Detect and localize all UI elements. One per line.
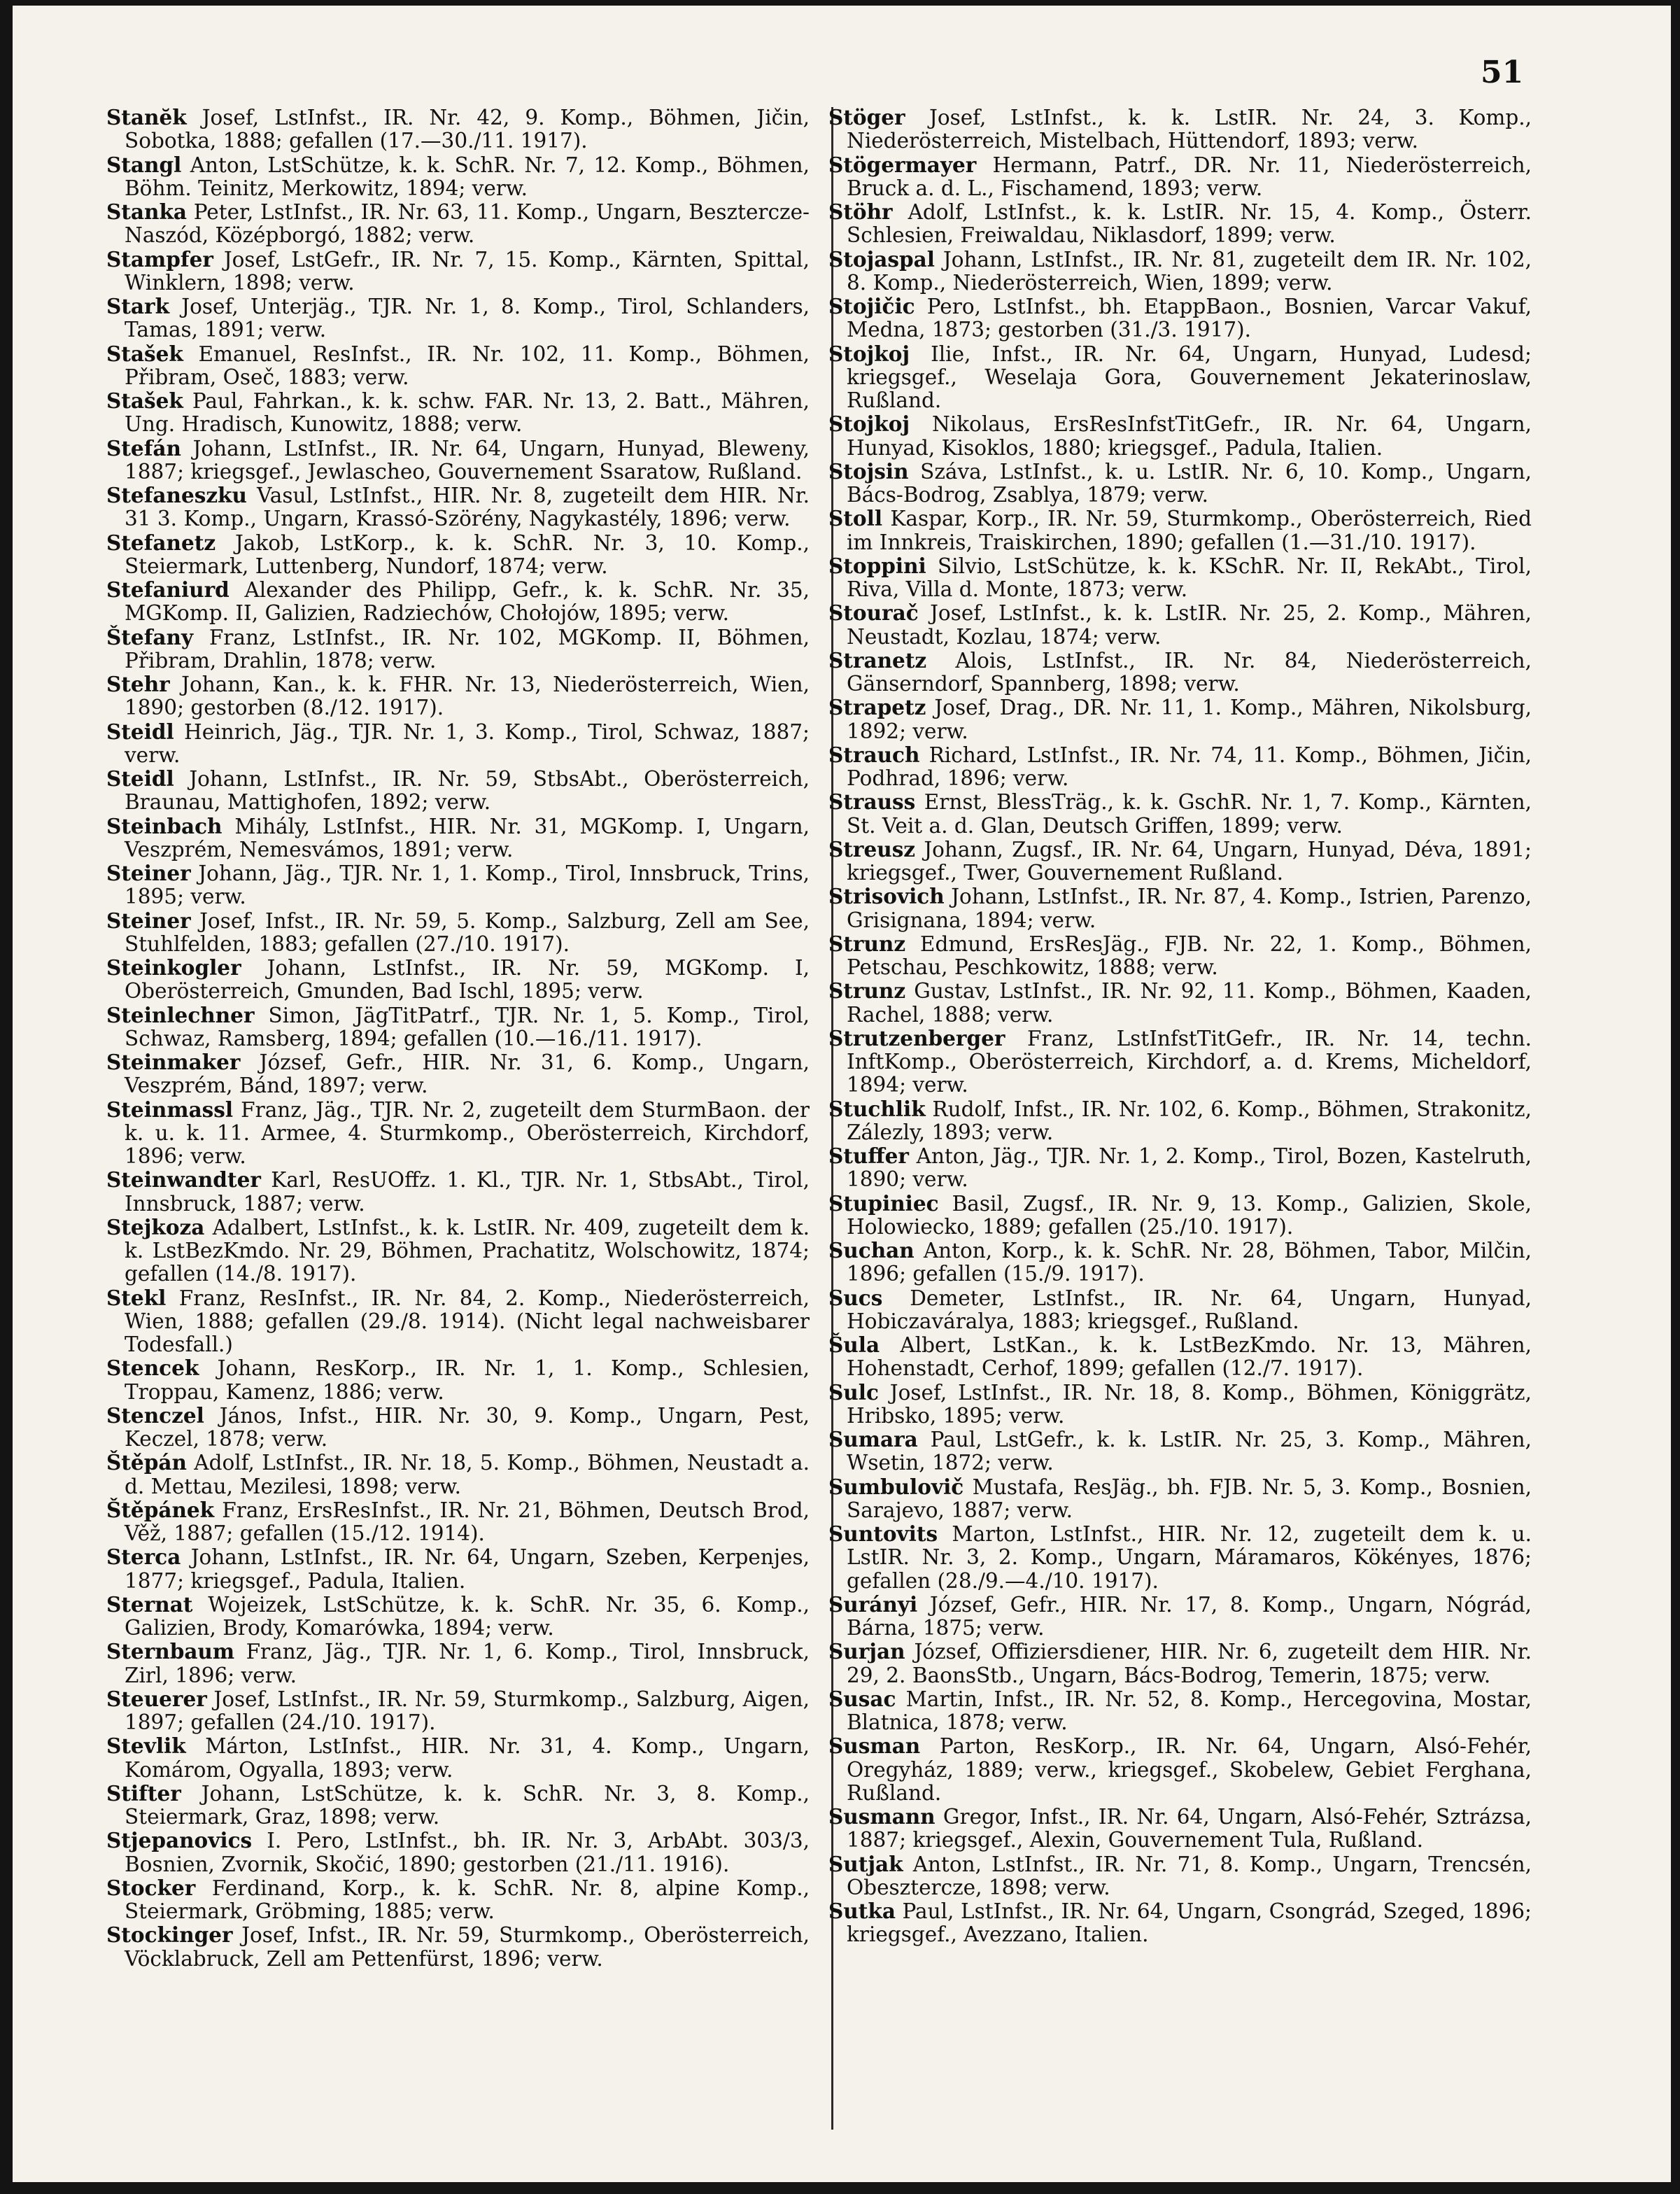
register-entry	[106, 106, 810, 153]
entry-surname: Sulc	[828, 1379, 879, 1405]
entry-details: Gregor, Infst., IR. Nr. 64, Ungarn, Alsó-Fehér, Sztrázsa, 1887; kriegsgef., Alexin, Gouvernement Tula, Rußland.	[847, 1805, 1532, 1852]
entry-details: Rudolf, Infst., IR. Nr. 102, 6. Komp., Böhmen, Strakonitz, Zálezly, 1893; verw.	[847, 1097, 1532, 1144]
register-entry	[106, 342, 810, 390]
register-entry	[828, 838, 1532, 885]
entry-surname: Stangl	[106, 152, 182, 177]
entry-details: János, Infst., HIR. Nr. 30, 9. Komp., Ungarn, Pest, Keczel, 1878; verw.	[125, 1403, 810, 1451]
entry-details: Johann, LstInfst., IR. Nr. 87, 4. Komp., Istrien, Parenzo, Grisignana, 1894; verw.	[847, 885, 1532, 932]
entry-details: Karl, ResUOffz. 1. Kl., TJR. Nr. 1, StbsAbt., Tirol, Innsbruck, 1887; verw.	[125, 1168, 810, 1216]
entry-details: Adolf, LstInfst., k. k. LstIR. Nr. 15, 4. Komp., Österr. Schlesien, Freiwaldau, Niklasdorf, 1899; verw.	[847, 200, 1532, 248]
register-entry	[106, 1168, 810, 1216]
register-entry	[828, 1687, 1532, 1735]
entry-details: Albert, LstKan., k. k. LstBezKmdo. Nr. 13, Mähren, Hohenstadt, Cerhof, 1899; gefallen (12./7. 1917).	[847, 1333, 1532, 1381]
entry-details: Johann, Kan., k. k. FHR. Nr. 13, Niederösterreich, Wien, 1890; gestorben (8./12. 1917).	[125, 673, 810, 720]
register-entry	[106, 1098, 810, 1169]
entry-details: Anton, Korp., k. k. SchR. Nr. 28, Böhmen, Tabor, Milčin, 1896; gefallen (15./9. 1917).	[847, 1239, 1532, 1286]
entry-surname: Stašek	[106, 341, 183, 366]
register-entry	[106, 389, 810, 437]
entry-details: Johann, Jäg., TJR. Nr. 1, 1. Komp., Tirol, Innsbruck, Trins, 1895; verw.	[125, 862, 810, 909]
register-entry	[106, 720, 810, 768]
entry-details: Vasul, LstInfst., HIR. Nr. 8, zugeteilt dem HIR. Nr. 31 3. Komp., Ungarn, Krassó-Szörény, Nagykastély, 1896; verw.	[125, 484, 810, 531]
entry-details: Franz, LstInfstTitGefr., IR. Nr. 14, techn. InftKomp., Oberösterreich, Kirchdorf, a. d. Krems, Micheldorf, 1894; verw.	[847, 1026, 1532, 1097]
entry-details: Anton, LstInfst., IR. Nr. 71, 8. Komp., Ungarn, Trencsén, Obesztercze, 1898; verw.	[847, 1852, 1532, 1899]
entry-details: Paul, LstInfst., IR. Nr. 64, Ungarn, Csongrád, Szeged, 1896; kriegsgef., Avezzano, Italien.	[847, 1899, 1532, 1947]
entry-surname: Steidl	[106, 719, 174, 744]
register-entry	[106, 200, 810, 248]
entry-details: Demeter, LstInfst., IR. Nr. 64, Ungarn, Hunyad, Hobiczaváralya, 1883; kriegsgef., Rußland.	[847, 1286, 1532, 1333]
entry-surname: Steinlechner	[106, 1002, 255, 1027]
register-entry	[106, 1593, 810, 1640]
entry-details: Franz, LstInfst., IR. Nr. 102, MGKomp. II, Böhmen, Přibram, Drahlin, 1878; verw.	[125, 625, 810, 673]
register-entry	[106, 578, 810, 626]
register-entry	[106, 767, 810, 815]
entry-details: Ernst, BlessTräg., k. k. GschR. Nr. 1, 7. Komp., Kärnten, St. Veit a. d. Glan, Deutsch Griffen, 1899; verw.	[847, 790, 1532, 838]
entry-details: Marton, LstInfst., HIR. Nr. 12, zugeteilt dem k. u. LstIR. Nr. 3, 2. Komp., Ungarn, Máramaros, Kökényes, 1876; gefallen (28./9.—4./10. 1917).	[847, 1522, 1532, 1593]
register-entry	[106, 1004, 810, 1051]
entry-surname: Streusz	[828, 836, 916, 862]
entry-surname: Strauss	[828, 789, 916, 815]
register-entry	[106, 862, 810, 909]
right-column	[828, 106, 1532, 1947]
register-entry	[828, 1097, 1532, 1145]
entry-surname: Steiner	[106, 861, 191, 885]
register-entry	[828, 1286, 1532, 1334]
entry-details: Johann, ResKorp., IR. Nr. 1, 1. Komp., Schlesien, Troppau, Kamenz, 1886; verw.	[125, 1356, 810, 1404]
register-entry	[106, 531, 810, 579]
entry-details: Kaspar, Korp., IR. Nr. 59, Sturmkomp., Oberösterreich, Ried im Innkreis, Traiskirchen, 1890; gefallen (1.—31./10. 1917).	[847, 507, 1532, 554]
entry-details: József, Gefr., HIR. Nr. 17, 8. Komp., Ungarn, Nógrád, Bárna, 1875; verw.	[847, 1592, 1532, 1640]
entry-surname: Sternat	[106, 1591, 193, 1617]
entry-details: Nikolaus, ErsResInfstTitGefr., IR. Nr. 64, Ungarn, Hunyad, Kisoklos, 1880; kriegsgef., Padula, Italien.	[847, 412, 1532, 460]
entry-surname: Stöhr	[828, 199, 893, 224]
entry-details: Josef, Infst., IR. Nr. 59, Sturmkomp., Oberösterreich, Vöcklabruck, Zell am Pettenfürst, 1896; verw.	[125, 1923, 810, 1971]
document-page	[13, 6, 1671, 2182]
entry-surname: Strunz	[828, 978, 906, 1004]
entry-details: Heinrich, Jäg., TJR. Nr. 1, 3. Komp., Tirol, Schwaz, 1887; verw.	[125, 719, 810, 767]
entry-surname: Stocker	[106, 1875, 196, 1900]
register-entry	[828, 1593, 1532, 1640]
entry-surname: Stjepanovics	[106, 1828, 253, 1853]
register-entry	[106, 1640, 810, 1687]
entry-details: Paul, Fahrkan., k. k. schw. FAR. Nr. 13, 2. Batt., Mähren, Ung. Hradisch, Kunowitz, 1888; verw.	[125, 389, 810, 437]
entry-details: Anton, Jäg., TJR. Nr. 1, 2. Komp., Tirol, Bozen, Kastelruth, 1890; verw.	[847, 1144, 1532, 1192]
register-entry	[828, 1805, 1532, 1852]
entry-surname: Stoll	[828, 506, 883, 531]
register-entry	[828, 1239, 1532, 1286]
entry-surname: Steinwandter	[106, 1167, 261, 1193]
entry-surname: Sumara	[828, 1427, 918, 1451]
entry-details: Johann, LstInfst., IR. Nr. 59, MGKomp. I, Oberösterreich, Gmunden, Bad Ischl, 1895; verw.	[125, 956, 810, 1004]
entry-surname: Stehr	[106, 672, 170, 696]
entry-surname: Stejkoza	[106, 1214, 205, 1239]
register-entry	[828, 601, 1532, 649]
entry-surname: Steinmaker	[106, 1050, 241, 1074]
entry-surname: Stark	[106, 294, 170, 318]
entry-surname: Steinbach	[106, 813, 223, 838]
entry-details: Josef, LstInfst., k. k. LstIR. Nr. 25, 2. Komp., Mähren, Neustadt, Kozlau, 1874; verw.	[847, 601, 1532, 649]
entry-surname: Suntovits	[828, 1521, 938, 1546]
entry-surname: Stojaspal	[828, 246, 935, 272]
entry-details: Josef, LstGefr., IR. Nr. 7, 15. Komp., Kärnten, Spittal, Winklern, 1898; verw.	[125, 247, 810, 295]
register-entry	[106, 1687, 810, 1735]
register-entry	[828, 1428, 1532, 1475]
entry-details: Pero, LstInfst., bh. EtappBaon., Bosnien, Varcar Vakuf, Medna, 1873; gestorben (31./3. 1917).	[847, 295, 1532, 342]
entry-details: József, Gefr., HIR. Nr. 31, 6. Komp., Ungarn, Veszprém, Bánd, 1897; verw.	[125, 1050, 810, 1098]
entry-details: Martin, Infst., IR. Nr. 52, 8. Komp., Hercegovina, Mostar, Blatnica, 1878; verw.	[847, 1687, 1532, 1734]
entry-surname: Strunz	[828, 931, 906, 956]
entry-details: Johann, LstInfst., IR. Nr. 81, zugeteilt dem IR. Nr. 102, 8. Komp., Niederösterreich, Wien, 1899; verw.	[847, 247, 1532, 295]
register-entry	[828, 743, 1532, 791]
page-number: 51	[1481, 55, 1524, 90]
entry-details: Josef, Infst., IR. Nr. 59, 5. Komp., Salzburg, Zell am See, Stuhlfelden, 1883; gefallen (27./10. 1917).	[125, 908, 810, 956]
entry-surname: Stampfer	[106, 246, 213, 272]
register-entry	[106, 248, 810, 295]
entry-surname: Strisovich	[828, 884, 945, 909]
entry-surname: Stranetz	[828, 647, 927, 673]
entry-surname: Strapetz	[828, 695, 926, 720]
entry-details: Josef, LstInfst., IR. Nr. 59, Sturmkomp., Salzburg, Aigen, 1897; gefallen (24./10. 1917).	[125, 1687, 810, 1734]
register-entry	[828, 979, 1532, 1027]
register-entry	[828, 932, 1532, 980]
register-entry	[106, 1498, 810, 1546]
entry-surname: Sutka	[828, 1899, 896, 1923]
entry-details: Ferdinand, Korp., k. k. SchR. Nr. 8, alpine Komp., Steiermark, Gröbming, 1885; verw.	[125, 1876, 810, 1923]
register-entry	[828, 1640, 1532, 1687]
register-entry	[828, 1475, 1532, 1523]
entry-surname: Sutjak	[828, 1851, 903, 1876]
register-entry	[828, 295, 1532, 342]
entry-details: Emanuel, ResInfst., IR. Nr. 102, 11. Komp., Böhmen, Přibram, Oseč, 1883; verw.	[125, 342, 810, 389]
register-entry	[828, 1522, 1532, 1593]
entry-surname: Stanĕk	[106, 105, 187, 129]
register-entry	[106, 1782, 810, 1829]
entry-details: Franz, Jäg., TJR. Nr. 2, zugeteilt dem SturmBaon. der k. u. k. 11. Armee, 4. Sturmkomp., Oberösterreich, Kirchdorf, 1896; verw.	[125, 1097, 810, 1168]
register-entry	[106, 1876, 810, 1924]
entry-surname: Stuchlik	[828, 1096, 926, 1121]
register-entry	[828, 790, 1532, 838]
entry-surname: Štěpánek	[106, 1497, 215, 1522]
register-entry	[106, 673, 810, 720]
register-entry	[106, 1216, 810, 1286]
register-entry	[106, 909, 810, 957]
entry-surname: Steinmassl	[106, 1097, 234, 1122]
entry-surname: Stojsin	[828, 458, 909, 484]
entry-surname: Stockinger	[106, 1922, 233, 1948]
entry-surname: Stenczel	[106, 1402, 204, 1428]
entry-details: Basil, Zugsf., IR. Nr. 9, 13. Komp., Galizien, Skole, Holowiecko, 1889; gefallen (25./10. 1917).	[847, 1191, 1532, 1239]
entry-details: I. Pero, LstInfst., bh. IR. Nr. 3, ArbAbt. 303/3, Bosnien, Zvornik, Skočić, 1890; gestorben (21./11. 1916).	[125, 1829, 810, 1876]
entry-surname: Steuerer	[106, 1686, 207, 1711]
entry-surname: Sucs	[828, 1285, 883, 1310]
register-entry	[106, 1050, 810, 1098]
entry-surname: Stoppini	[828, 553, 926, 578]
register-entry	[828, 1899, 1532, 1947]
entry-surname: Surjan	[828, 1639, 905, 1664]
entry-details: Adolf, LstInfst., IR. Nr. 18, 5. Komp., Böhmen, Neustadt a. d. Mettau, Mezilesi, 1898; verw.	[125, 1451, 810, 1498]
entry-surname: Stencek	[106, 1356, 199, 1381]
register-entry	[828, 1333, 1532, 1381]
entry-details: Száva, LstInfst., k. u. LstIR. Nr. 6, 10. Komp., Ungarn, Bács-Bodrog, Zsablya, 1879; verw.	[847, 459, 1532, 507]
entry-surname: Stöger	[828, 105, 905, 129]
entry-details: Adalbert, LstInfst., k. k. LstIR. Nr. 409, zugeteilt dem k. k. LstBezKmdo. Nr. 29, Böhmen, Prachatitz, Wolschowitz, 1874; gefallen (14./8. 1917).	[125, 1215, 810, 1286]
entry-details: Richard, LstInfst., IR. Nr. 74, 11. Komp., Böhmen, Jičin, Podhrad, 1896; verw.	[847, 743, 1532, 790]
entry-details: Josef, Drag., DR. Nr. 11, 1. Komp., Mähren, Nikolsburg, 1892; verw.	[847, 696, 1532, 743]
entry-surname: Steinkogler	[106, 955, 241, 980]
register-entry	[106, 1545, 810, 1593]
entry-surname: Stojkoj	[828, 341, 910, 366]
entry-details: Johann, LstSchütze, k. k. SchR. Nr. 3, 8. Komp., Steiermark, Graz, 1898; verw.	[125, 1781, 810, 1829]
register-entry	[828, 106, 1532, 153]
entry-details: Paul, LstGefr., k. k. LstIR. Nr. 25, 3. Komp., Mähren, Wsetin, 1872; verw.	[847, 1428, 1532, 1475]
register-entry	[106, 1923, 810, 1971]
register-entry	[106, 1451, 810, 1498]
register-entry	[828, 507, 1532, 554]
register-entry	[828, 248, 1532, 295]
register-entry	[828, 460, 1532, 507]
register-entry	[828, 554, 1532, 602]
entry-surname: Stourač	[828, 600, 919, 626]
entry-details: Simon, JägTitPatrf., TJR. Nr. 1, 5. Komp., Tirol, Schwaz, Ramsberg, 1894; gefallen (10.—16./11. 1917).	[125, 1003, 810, 1050]
entry-surname: Susman	[828, 1734, 921, 1759]
register-entry	[828, 153, 1532, 201]
register-entry	[828, 1381, 1532, 1428]
register-entry	[106, 153, 810, 201]
entry-surname: Strutzenberger	[828, 1025, 1005, 1050]
entry-surname: Suchan	[828, 1238, 915, 1263]
register-entry	[828, 1144, 1532, 1192]
register-entry	[828, 1734, 1532, 1805]
entry-surname: Steidl	[106, 766, 174, 791]
entry-surname: Stojkoj	[828, 412, 910, 437]
entry-details: Franz, ErsResInfst., IR. Nr. 21, Böhmen, Deutsch Brod, Věž, 1887; gefallen (15./12. 1914).	[125, 1498, 810, 1545]
register-entry	[828, 649, 1532, 696]
entry-details: Alois, LstInfst., IR. Nr. 84, Niederösterreich, Gänserndorf, Spannberg, 1898; verw.	[847, 648, 1532, 696]
entry-details: Johann, LstInfst., IR. Nr. 64, Ungarn, Hunyad, Bleweny, 1887; kriegsgef., Jewlascheo, Gouvernement Ssaratow, Rußland.	[125, 436, 810, 484]
register-entry	[106, 1286, 810, 1357]
register-entry	[106, 815, 810, 862]
entry-surname: Surányi	[828, 1591, 918, 1617]
entry-details: Wojeizek, LstSchütze, k. k. SchR. Nr. 35, 6. Komp., Galizien, Brody, Komarówka, 1894; verw.	[125, 1592, 810, 1640]
register-entry	[828, 1852, 1532, 1900]
entry-surname: Stupiniec	[828, 1190, 939, 1216]
entry-surname: Steiner	[106, 908, 191, 933]
entry-details: József, Offiziersdiener, HIR. Nr. 6, zugeteilt dem HIR. Nr. 29, 2. BaonsStb., Ungarn, Bács-Bodrog, Temerin, 1875; verw.	[847, 1640, 1532, 1687]
register-entry	[106, 1404, 810, 1451]
entry-details: Alexander des Philipp, Gefr., k. k. SchR. Nr. 35, MGKomp. II, Galizien, Radziechów, Chołojów, 1895; verw.	[125, 578, 810, 626]
entry-details: Ilie, Infst., IR. Nr. 64, Ungarn, Hunyad, Ludesd; kriegsgef., Weselaja Gora, Gouvernement Jekaterinoslaw, Rußland.	[847, 342, 1532, 412]
register-entry	[828, 885, 1532, 932]
entry-details: Johann, LstInfst., IR. Nr. 64, Ungarn, Szeben, Kerpenjes, 1877; kriegsgef., Padula, Italien.	[125, 1545, 810, 1593]
entry-surname: Štěpán	[106, 1450, 187, 1475]
entry-surname: Stefaneszku	[106, 483, 247, 507]
entry-details: Peter, LstInfst., IR. Nr. 63, 11. Komp., Ungarn, Besztercze-Naszód, Középborgó, 1882; verw.	[125, 200, 810, 248]
register-entry	[106, 956, 810, 1004]
entry-surname: Susac	[828, 1686, 896, 1711]
register-entry	[828, 1192, 1532, 1239]
register-entry	[106, 437, 810, 484]
entry-surname: Stojičic	[828, 294, 915, 318]
entry-details: Josef, LstInfst., IR. Nr. 18, 8. Komp., Böhmen, Königgrätz, Hribsko, 1895; verw.	[847, 1380, 1532, 1428]
left-column	[106, 106, 810, 1971]
entry-surname: Stevlik	[106, 1734, 186, 1759]
entry-details: Gustav, LstInfst., IR. Nr. 92, 11. Komp., Böhmen, Kaaden, Rachel, 1888; verw.	[847, 979, 1532, 1027]
register-entry	[828, 696, 1532, 743]
entry-surname: Sumbulovič	[828, 1474, 964, 1499]
entry-surname: Stefaniurd	[106, 577, 230, 602]
entry-surname: Stefán	[106, 435, 181, 460]
register-entry	[828, 412, 1532, 460]
register-entry	[106, 1734, 810, 1782]
register-entry	[828, 1027, 1532, 1097]
register-entry	[106, 1356, 810, 1404]
entry-surname: Stanka	[106, 199, 188, 224]
entry-surname: Stašek	[106, 388, 183, 413]
entry-details: Franz, ResInfst., IR. Nr. 84, 2. Komp., Niederösterreich, Wien, 1888; gefallen (29./8. 1914). (Nicht legal nachweisbarer Todesfall.)	[125, 1286, 810, 1356]
entry-details: Edmund, ErsResJäg., FJB. Nr. 22, 1. Komp., Böhmen, Petschau, Peschkowitz, 1888; verw.	[847, 931, 1532, 979]
entry-surname: Sternbaum	[106, 1639, 235, 1664]
entry-details: Anton, LstSchütze, k. k. SchR. Nr. 7, 12. Komp., Böhmen, Böhm. Teinitz, Merkowitz, 1894; verw.	[125, 153, 810, 200]
entry-details: Johann, Zugsf., IR. Nr. 64, Ungarn, Hunyad, Déva, 1891; kriegsgef., Twer, Gouvernement Rußland.	[847, 837, 1532, 885]
entry-details: Josef, LstInfst., IR. Nr. 42, 9. Komp., Böhmen, Jičin, Sobotka, 1888; gefallen (17.—30./11. 1917).	[125, 106, 810, 153]
entry-details: Hermann, Patrf., DR. Nr. 11, Niederösterreich, Bruck a. d. L., Fischamend, 1893; verw.	[847, 153, 1532, 200]
entry-surname: Štefany	[106, 624, 194, 649]
entry-surname: Susmann	[828, 1804, 936, 1829]
register-entry	[106, 626, 810, 673]
entry-surname: Šula	[828, 1332, 880, 1357]
entry-surname: Stifter	[106, 1780, 181, 1806]
entry-surname: Stefanetz	[106, 530, 216, 555]
entry-surname: Sterca	[106, 1545, 181, 1570]
entry-surname: Stuffer	[828, 1144, 909, 1168]
entry-surname: Stögermayer	[828, 152, 977, 177]
entry-details: Parton, ResKorp., IR. Nr. 64, Ungarn, Alsó-Fehér, Oregyház, 1889; verw., kriegsgef., Skobelew, Gebiet Ferghana, Rußland.	[847, 1734, 1532, 1805]
entry-surname: Strauch	[828, 742, 920, 767]
register-entry	[828, 342, 1532, 413]
entry-surname: Stekl	[106, 1285, 167, 1310]
entry-details: Silvio, LstSchütze, k. k. KSchR. Nr. II, RekAbt., Tirol, Riva, Villa d. Monte, 1873; verw.	[847, 554, 1532, 601]
entry-details: Josef, LstInfst., k. k. LstIR. Nr. 24, 3. Komp., Niederösterreich, Mistelbach, Hüttendorf, 1893; verw.	[847, 106, 1532, 153]
entry-details: Josef, Unterjäg., TJR. Nr. 1, 8. Komp., Tirol, Schlanders, Tamas, 1891; verw.	[125, 295, 810, 342]
register-entry	[106, 1829, 810, 1876]
entry-details: Jakob, LstKorp., k. k. SchR. Nr. 3, 10. Komp., Steiermark, Luttenberg, Nundorf, 1874; verw.	[125, 530, 810, 578]
entry-details: Franz, Jäg., TJR. Nr. 1, 6. Komp., Tirol, Innsbruck, Zirl, 1896; verw.	[125, 1640, 810, 1687]
register-entry	[106, 295, 810, 342]
register-entry	[828, 200, 1532, 248]
entry-details: Márton, LstInfst., HIR. Nr. 31, 4. Komp., Ungarn, Komárom, Ogyalla, 1893; verw.	[125, 1734, 810, 1782]
entry-details: Johann, LstInfst., IR. Nr. 59, StbsAbt., Oberösterreich, Braunau, Mattighofen, 1892; verw.	[125, 767, 810, 815]
entry-details: Mustafa, ResJäg., bh. FJB. Nr. 5, 3. Komp., Bosnien, Sarajevo, 1887; verw.	[847, 1475, 1532, 1522]
entry-details: Mihály, LstInfst., HIR. Nr. 31, MGKomp. I, Ungarn, Veszprém, Nemesvámos, 1891; verw.	[125, 814, 810, 862]
register-entry	[106, 484, 810, 531]
